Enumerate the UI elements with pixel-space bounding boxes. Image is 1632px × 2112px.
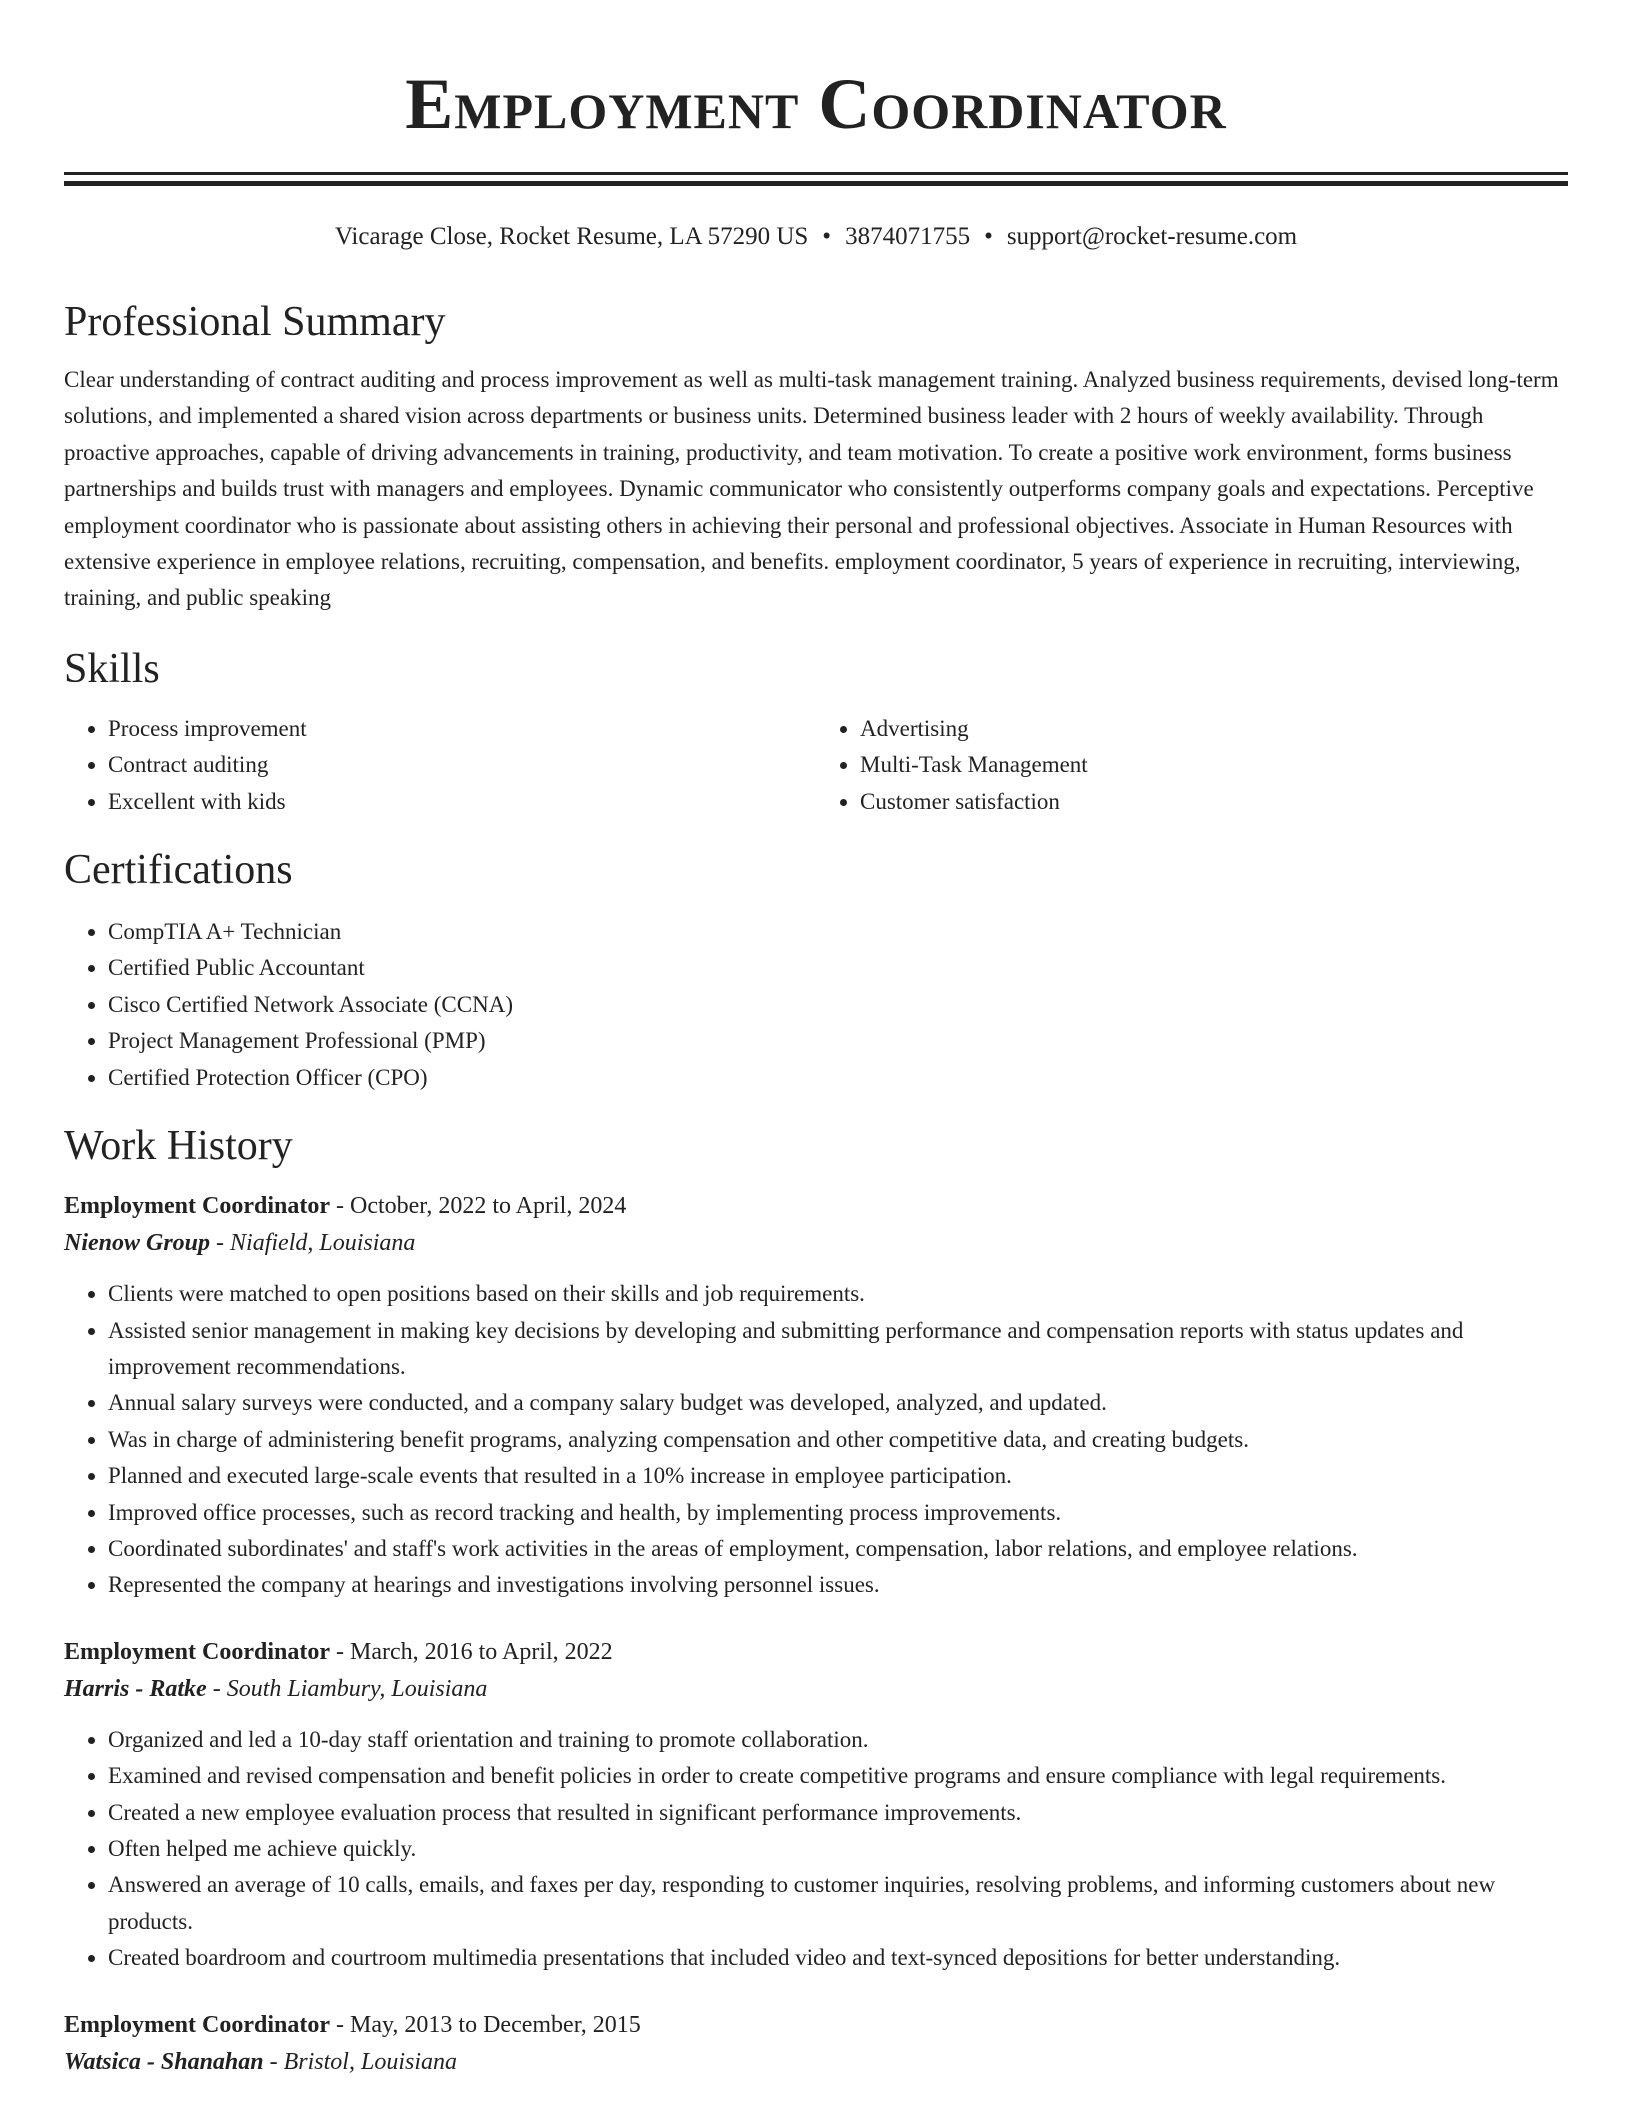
job-dash: - <box>330 1638 350 1665</box>
job-bullet: • Annual salary surveys were conducted, and a company salary budget was developed, analyzed, and updated. <box>108 1385 1568 1421</box>
job-company-line <box>64 2043 1568 2081</box>
resume-name: Employment Coordinator <box>405 64 1227 144</box>
job-title-line <box>64 1188 1568 1224</box>
summary-text: Clear understanding of contract auditing and process improvement as well as multi-task management training. Analyzed business requirements, devised long-term solutions, and implemented a shared vision across departments or business units. Determined business leader with 2 hours of weekly availability. Through proactive approaches, capable of driving advancements in training, productivity, and team motivation. To create a positive work environment, forms business partnerships and builds trust with managers and employees. Dynamic communicator who consistently outperforms company goals and expectations. Perceptive employment coordinator who is passionate about assisting others in achieving their personal and professional objectives. Associate in Human Resources with extensive experience in employee relations, recruiting, compensation, and benefits. employment coordinator, 5 years of experience in recruiting, interviewing, training, and public speaking <box>64 367 1559 611</box>
skill-item: • Advertising <box>860 711 1568 747</box>
job-bullet: • Organized and led a 10-day staff orientation and training to promote collaboration. <box>108 1722 1568 1758</box>
job-location: Niafield, Louisiana <box>230 1230 416 1257</box>
certification-item: • CompTIA A+ Technician <box>108 914 1568 950</box>
certification-item: • Project Management Professional (PMP) <box>108 1023 1568 1059</box>
skill-item: • Excellent with kids <box>108 784 816 820</box>
job-bullet-list <box>64 1276 1568 1604</box>
contact-separator: • <box>822 223 832 250</box>
job-bullet: • Examined and revised compensation and benefit policies in order to create competitive programs and ensure compliance with legal requirements. <box>108 1758 1568 1794</box>
skill-item: • Process improvement <box>108 711 816 747</box>
job-entry <box>64 1188 1568 1604</box>
job-title-line <box>64 2007 1568 2043</box>
summary-heading: Professional Summary <box>64 299 446 345</box>
job-bullet: • Assisted senior management in making key decisions by developing and submitting performance and compensation reports with status updates and improvement recommendations. <box>108 1313 1568 1386</box>
job-bullet: • Planned and executed large-scale events that resulted in a 10% increase in employee participation. <box>108 1458 1568 1494</box>
job-bullet: • Was in charge of administering benefit programs, analyzing compensation and other competitive data, and creating budgets. <box>108 1422 1568 1458</box>
job-bullet-list <box>64 1722 1568 1977</box>
job-location: Bristol, Louisiana <box>283 2048 457 2075</box>
contact-email: support@rocket-resume.com <box>1006 223 1298 250</box>
job-dates: May, 2013 to December, 2015 <box>350 2011 641 2038</box>
certifications-heading: Certifications <box>64 847 293 894</box>
job-entry <box>64 2007 1568 2081</box>
skills-heading: Skills <box>64 645 160 692</box>
job-dash: - <box>210 1230 231 1257</box>
work-history-heading: Work History <box>64 1123 293 1170</box>
job-bullet: • Clients were matched to open positions based on their skills and job requirements. <box>108 1276 1568 1312</box>
skills-list-right <box>816 711 1568 820</box>
job-title-line <box>64 1634 1568 1670</box>
certification-item: • Cisco Certified Network Associate (CCNA) <box>108 987 1568 1023</box>
job-location: South Liambury, Louisiana <box>226 1675 488 1702</box>
certification-item: • Certified Protection Officer (CPO) <box>108 1060 1568 1096</box>
skill-item: • Customer satisfaction <box>860 784 1568 820</box>
job-company: Nienow Group <box>64 1230 211 1257</box>
contact-separator: • <box>984 223 993 250</box>
job-dash: - <box>206 1675 227 1702</box>
job-title: Employment Coordinator <box>64 1193 330 1220</box>
job-dash: - <box>330 1193 350 1220</box>
contact-line <box>64 222 1568 252</box>
job-bullet: • Represented the company at hearings and investigations involving personnel issues. <box>108 1567 1568 1603</box>
job-title: Employment Coordinator <box>64 1638 330 1665</box>
job-dates: March, 2016 to April, 2022 <box>350 1638 613 1665</box>
certification-item: • Certified Public Accountant <box>108 950 1568 986</box>
job-entry <box>64 1634 1568 1977</box>
contact-address: Vicarage Close, Rocket Resume, LA 57290 US <box>334 223 809 250</box>
contact-phone: 3874071755 <box>845 223 971 250</box>
job-dash: - <box>263 2048 284 2075</box>
job-bullet: • Created boardroom and courtroom multimedia presentations that included video and text-synced depositions for better understanding. <box>108 1940 1568 1976</box>
job-company: Harris - Ratke <box>64 1675 207 1702</box>
skill-item: • Contract auditing <box>108 747 816 783</box>
certifications-list <box>64 914 1568 1096</box>
skills-columns <box>64 711 1568 820</box>
job-title: Employment Coordinator <box>64 2011 330 2038</box>
job-dash: - <box>330 2011 350 2038</box>
job-bullet: • Answered an average of 10 calls, emails, and faxes per day, responding to customer inquiries, resolving problems, and informing customers about new products. <box>108 1867 1568 1940</box>
job-company: Watsica - Shanahan <box>64 2048 264 2075</box>
job-bullet: • Coordinated subordinates' and staff's work activities in the areas of employment, compensation, labor relations, and employee relations. <box>108 1531 1568 1567</box>
header-divider-thick <box>64 181 1568 186</box>
job-company-line <box>64 1224 1568 1262</box>
job-bullet: • Created a new employee evaluation process that resulted in significant performance improvements. <box>108 1795 1568 1831</box>
job-bullet: • Improved office processes, such as record tracking and health, by implementing process improvements. <box>108 1495 1568 1531</box>
job-company-line <box>64 1670 1568 1708</box>
header-divider-thin <box>64 172 1568 175</box>
job-dates: October, 2022 to April, 2024 <box>350 1193 627 1220</box>
job-bullet: • Often helped me achieve quickly. <box>108 1831 1568 1867</box>
skill-item: • Multi-Task Management <box>860 747 1568 783</box>
skills-list-left <box>64 711 816 820</box>
